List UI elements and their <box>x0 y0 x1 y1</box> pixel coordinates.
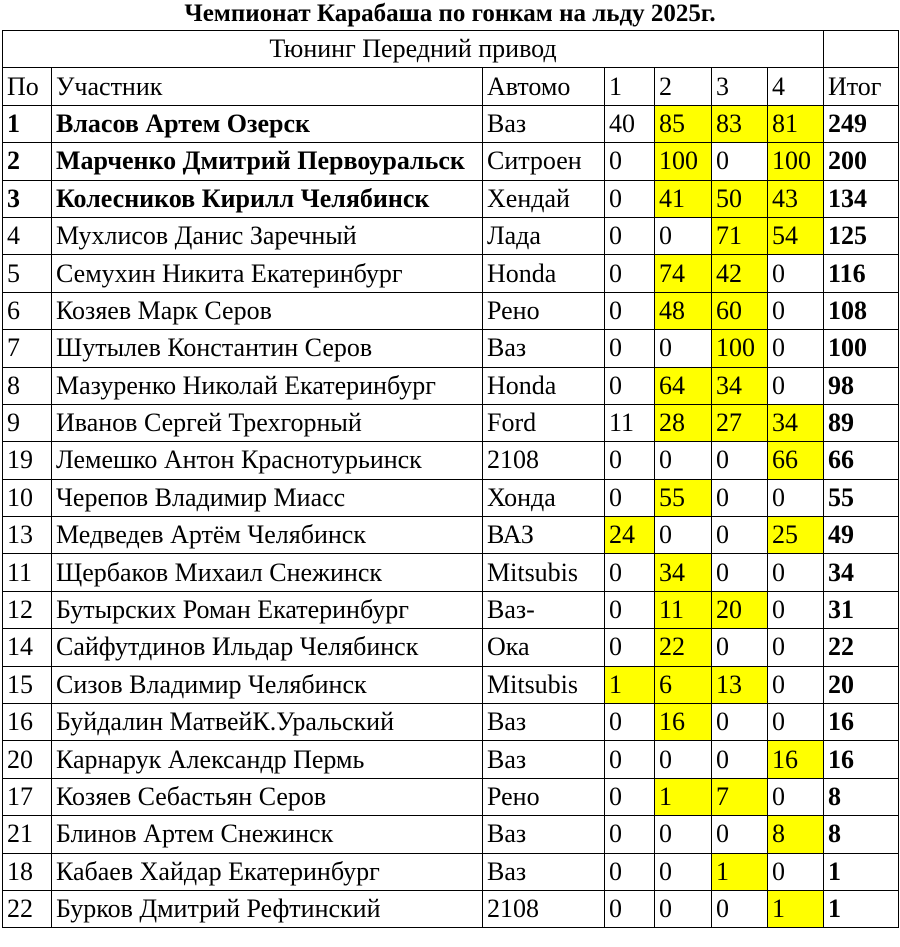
round-2-cell: 34 <box>655 554 712 591</box>
header-total: Итог <box>824 68 899 105</box>
round-2-cell: 0 <box>655 517 712 554</box>
round-1-cell: 0 <box>605 741 655 778</box>
round-1-cell: 0 <box>605 816 655 853</box>
round-3-cell: 0 <box>712 517 768 554</box>
participant-cell: Медведев Артём Челябинск <box>52 517 483 554</box>
header-pos: По <box>3 68 52 105</box>
position-cell: 12 <box>3 591 52 628</box>
table-row <box>3 853 899 890</box>
header-round-2: 2 <box>655 68 712 105</box>
car-cell: Mitsubis <box>483 666 605 703</box>
round-4-cell: 16 <box>768 741 824 778</box>
table-row <box>3 554 899 591</box>
round-2-cell: 0 <box>655 741 712 778</box>
position-cell: 14 <box>3 629 52 666</box>
position-cell: 7 <box>3 330 52 367</box>
round-3-cell: 0 <box>712 890 768 927</box>
car-cell: Honda <box>483 367 605 404</box>
car-cell: Ваз <box>483 816 605 853</box>
car-cell: Ваз <box>483 330 605 367</box>
round-2-cell: 0 <box>655 853 712 890</box>
table-row <box>3 890 899 927</box>
participant-cell: Мазуренко Николай Екатеринбург <box>52 367 483 404</box>
table-row <box>3 105 899 142</box>
round-3-cell: 34 <box>712 367 768 404</box>
header-round-3: 3 <box>712 68 768 105</box>
subtitle-row <box>3 31 899 68</box>
participant-cell: Козяев Марк Серов <box>52 292 483 329</box>
participant-cell: Марченко Дмитрий Первоуральск <box>52 143 483 180</box>
participant-cell: Мухлисов Данис Заречный <box>52 217 483 254</box>
round-4-cell: 0 <box>768 629 824 666</box>
round-4-cell: 100 <box>768 143 824 180</box>
round-2-cell: 6 <box>655 666 712 703</box>
round-4-cell: 0 <box>768 591 824 628</box>
round-3-cell: 50 <box>712 180 768 217</box>
round-1-cell: 0 <box>605 890 655 927</box>
position-cell: 6 <box>3 292 52 329</box>
total-cell: 116 <box>824 255 899 292</box>
round-1-cell: 0 <box>605 704 655 741</box>
round-2-cell: 48 <box>655 292 712 329</box>
round-3-cell: 100 <box>712 330 768 367</box>
table-row <box>3 404 899 441</box>
position-cell: 8 <box>3 367 52 404</box>
participant-cell: Щербаков Михаил Снежинск <box>52 554 483 591</box>
car-cell: Ваз <box>483 704 605 741</box>
table-row <box>3 666 899 703</box>
round-2-cell: 0 <box>655 330 712 367</box>
round-3-cell: 0 <box>712 816 768 853</box>
round-2-cell: 100 <box>655 143 712 180</box>
car-cell: Ваз <box>483 105 605 142</box>
table-row <box>3 778 899 815</box>
round-3-cell: 60 <box>712 292 768 329</box>
table-row <box>3 367 899 404</box>
round-1-cell: 0 <box>605 367 655 404</box>
car-cell: Ваз- <box>483 591 605 628</box>
round-1-cell: 24 <box>605 517 655 554</box>
participant-cell: Бутырских Роман Екатеринбург <box>52 591 483 628</box>
round-1-cell: 0 <box>605 591 655 628</box>
header-name: Участник <box>52 68 483 105</box>
round-2-cell: 0 <box>655 217 712 254</box>
table-row <box>3 741 899 778</box>
total-cell: 22 <box>824 629 899 666</box>
round-2-cell: 0 <box>655 816 712 853</box>
total-cell: 134 <box>824 180 899 217</box>
round-1-cell: 0 <box>605 255 655 292</box>
subtitle-empty-cell <box>824 31 899 68</box>
round-3-cell: 42 <box>712 255 768 292</box>
table-row <box>3 517 899 554</box>
round-2-cell: 64 <box>655 367 712 404</box>
round-1-cell: 0 <box>605 853 655 890</box>
total-cell: 34 <box>824 554 899 591</box>
round-2-cell: 41 <box>655 180 712 217</box>
round-2-cell: 85 <box>655 105 712 142</box>
total-cell: 1 <box>824 853 899 890</box>
participant-cell: Лемешко Антон Краснотурьинск <box>52 442 483 479</box>
round-1-cell: 0 <box>605 292 655 329</box>
table-row <box>3 143 899 180</box>
participant-cell: Карнарук Александр Пермь <box>52 741 483 778</box>
participant-cell: Шутылев Константин Серов <box>52 330 483 367</box>
car-cell: Хендай <box>483 180 605 217</box>
position-cell: 18 <box>3 853 52 890</box>
table-row <box>3 629 899 666</box>
round-4-cell: 0 <box>768 255 824 292</box>
position-cell: 13 <box>3 517 52 554</box>
round-3-cell: 71 <box>712 217 768 254</box>
round-1-cell: 0 <box>605 778 655 815</box>
participant-cell: Козяев Себастьян Серов <box>52 778 483 815</box>
round-1-cell: 11 <box>605 404 655 441</box>
total-cell: 200 <box>824 143 899 180</box>
participant-cell: Черепов Владимир Миасс <box>52 479 483 516</box>
total-cell: 20 <box>824 666 899 703</box>
round-1-cell: 0 <box>605 554 655 591</box>
round-2-cell: 1 <box>655 778 712 815</box>
round-4-cell: 54 <box>768 217 824 254</box>
round-3-cell: 0 <box>712 442 768 479</box>
results-table <box>2 30 899 928</box>
round-4-cell: 34 <box>768 404 824 441</box>
round-3-cell: 27 <box>712 404 768 441</box>
round-4-cell: 0 <box>768 367 824 404</box>
participant-cell: Семухин Никита Екатеринбург <box>52 255 483 292</box>
round-3-cell: 7 <box>712 778 768 815</box>
total-cell: 8 <box>824 778 899 815</box>
round-4-cell: 1 <box>768 890 824 927</box>
table-row <box>3 217 899 254</box>
round-2-cell: 0 <box>655 890 712 927</box>
position-cell: 11 <box>3 554 52 591</box>
round-4-cell: 43 <box>768 180 824 217</box>
round-1-cell: 0 <box>605 629 655 666</box>
round-1-cell: 0 <box>605 330 655 367</box>
round-2-cell: 0 <box>655 442 712 479</box>
total-cell: 31 <box>824 591 899 628</box>
car-cell: Honda <box>483 255 605 292</box>
page-title: Чемпионат Карабаша по гонкам на льду 2025г. <box>184 0 716 27</box>
position-cell: 1 <box>3 105 52 142</box>
car-cell: Ford <box>483 404 605 441</box>
header-row <box>3 68 899 105</box>
round-4-cell: 25 <box>768 517 824 554</box>
total-cell: 249 <box>824 105 899 142</box>
round-3-cell: 0 <box>712 741 768 778</box>
position-cell: 4 <box>3 217 52 254</box>
round-4-cell: 0 <box>768 330 824 367</box>
position-cell: 17 <box>3 778 52 815</box>
round-1-cell: 0 <box>605 442 655 479</box>
round-3-cell: 1 <box>712 853 768 890</box>
round-3-cell: 0 <box>712 629 768 666</box>
total-cell: 49 <box>824 517 899 554</box>
car-cell: 2108 <box>483 890 605 927</box>
round-3-cell: 0 <box>712 554 768 591</box>
total-cell: 55 <box>824 479 899 516</box>
round-1-cell: 0 <box>605 479 655 516</box>
round-3-cell: 13 <box>712 666 768 703</box>
participant-cell: Власов Артем Озерск <box>52 105 483 142</box>
car-cell: Лада <box>483 217 605 254</box>
round-4-cell: 0 <box>768 554 824 591</box>
table-row <box>3 479 899 516</box>
position-cell: 20 <box>3 741 52 778</box>
round-2-cell: 11 <box>655 591 712 628</box>
round-1-cell: 0 <box>605 180 655 217</box>
car-cell: Хонда <box>483 479 605 516</box>
total-cell: 100 <box>824 330 899 367</box>
position-cell: 15 <box>3 666 52 703</box>
participant-cell: Бурков Дмитрий Рефтинский <box>52 890 483 927</box>
round-4-cell: 0 <box>768 479 824 516</box>
table-row <box>3 292 899 329</box>
participant-cell: Буйдалин МатвейК.Уральский <box>52 704 483 741</box>
header-round-1: 1 <box>605 68 655 105</box>
total-cell: 16 <box>824 704 899 741</box>
round-2-cell: 55 <box>655 479 712 516</box>
table-row <box>3 704 899 741</box>
car-cell: Ваз <box>483 741 605 778</box>
total-cell: 125 <box>824 217 899 254</box>
car-cell: Mitsubis <box>483 554 605 591</box>
round-4-cell: 8 <box>768 816 824 853</box>
round-2-cell: 16 <box>655 704 712 741</box>
car-cell: ВАЗ <box>483 517 605 554</box>
position-cell: 5 <box>3 255 52 292</box>
round-2-cell: 74 <box>655 255 712 292</box>
car-cell: Ваз <box>483 853 605 890</box>
round-4-cell: 0 <box>768 778 824 815</box>
round-4-cell: 81 <box>768 105 824 142</box>
round-4-cell: 0 <box>768 853 824 890</box>
round-1-cell: 0 <box>605 143 655 180</box>
total-cell: 89 <box>824 404 899 441</box>
position-cell: 9 <box>3 404 52 441</box>
participant-cell: Сизов Владимир Челябинск <box>52 666 483 703</box>
participant-cell: Кабаев Хайдар Екатеринбург <box>52 853 483 890</box>
table-row <box>3 816 899 853</box>
table-subtitle: Тюнинг Передний привод <box>3 31 824 68</box>
participant-cell: Блинов Артем Снежинск <box>52 816 483 853</box>
round-3-cell: 83 <box>712 105 768 142</box>
round-1-cell: 0 <box>605 217 655 254</box>
position-cell: 22 <box>3 890 52 927</box>
round-3-cell: 0 <box>712 479 768 516</box>
car-cell: 2108 <box>483 442 605 479</box>
position-cell: 3 <box>3 180 52 217</box>
round-4-cell: 0 <box>768 704 824 741</box>
table-row <box>3 180 899 217</box>
position-cell: 2 <box>3 143 52 180</box>
round-3-cell: 0 <box>712 143 768 180</box>
total-cell: 108 <box>824 292 899 329</box>
round-3-cell: 20 <box>712 591 768 628</box>
position-cell: 19 <box>3 442 52 479</box>
table-row <box>3 442 899 479</box>
total-cell: 1 <box>824 890 899 927</box>
round-2-cell: 22 <box>655 629 712 666</box>
position-cell: 21 <box>3 816 52 853</box>
participant-cell: Сайфутдинов Ильдар Челябинск <box>52 629 483 666</box>
round-3-cell: 0 <box>712 704 768 741</box>
table-row <box>3 255 899 292</box>
participant-cell: Иванов Сергей Трехгорный <box>52 404 483 441</box>
total-cell: 8 <box>824 816 899 853</box>
round-4-cell: 66 <box>768 442 824 479</box>
table-row <box>3 330 899 367</box>
car-cell: Рено <box>483 778 605 815</box>
participant-cell: Колесников Кирилл Челябинск <box>52 180 483 217</box>
header-round-4: 4 <box>768 68 824 105</box>
total-cell: 66 <box>824 442 899 479</box>
round-4-cell: 0 <box>768 666 824 703</box>
round-2-cell: 28 <box>655 404 712 441</box>
round-1-cell: 40 <box>605 105 655 142</box>
total-cell: 98 <box>824 367 899 404</box>
round-1-cell: 1 <box>605 666 655 703</box>
car-cell: Ока <box>483 629 605 666</box>
round-4-cell: 0 <box>768 292 824 329</box>
position-cell: 10 <box>3 479 52 516</box>
header-car: Автомо <box>483 68 605 105</box>
total-cell: 16 <box>824 741 899 778</box>
car-cell: Ситроен <box>483 143 605 180</box>
position-cell: 16 <box>3 704 52 741</box>
table-row <box>3 591 899 628</box>
car-cell: Рено <box>483 292 605 329</box>
